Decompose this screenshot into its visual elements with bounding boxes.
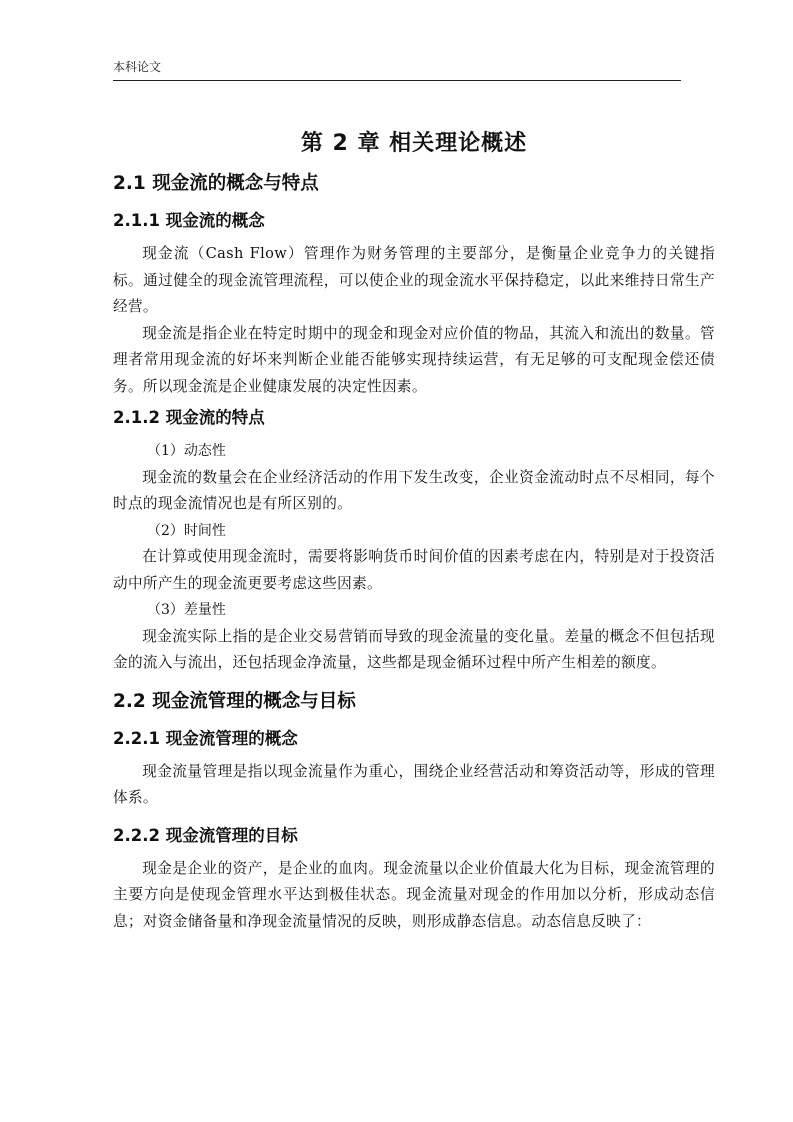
paragraph: 在计算或使用现金流时，需要将影响货币时间价值的因素考虑在内，特别是对于投资活动中所产生的现金流更要考虑这些因素。	[113, 548, 715, 592]
paragraph: 现金流的数量会在企业经济活动的作用下发生改变，企业资金流动时点不尽相同，每个时点的现金流情况也是有所区别的。	[113, 468, 715, 512]
list-item-label: （1）动态性	[147, 443, 226, 459]
running-header: 本科论文	[113, 60, 162, 74]
paragraph: 现金流实际上指的是企业交易营销而导致的现金流量的变化量。差量的概念不但包括现金的流入与流出，还包括现金净流量，这些都是现金循环过程中所产生相差的额度。	[113, 627, 715, 671]
paragraph: 现金是企业的资产，是企业的血肉。现金流量以企业价值最大化为目标，现金流管理的主要方向是使现金管理水平达到极佳状态。现金流量对现金的作用加以分析，形成动态信息；对资金储备量和净现金流量情况的反映，则形成静态信息。动态信息反映了：	[113, 859, 715, 930]
paragraph: 现金流量管理是指以现金流量作为重心，围绕企业经营活动和筹资活动等，形成的管理体系。	[113, 762, 715, 806]
page-content	[113, 126, 715, 935]
list-item-label: （3）差量性	[147, 602, 226, 618]
subsection-2-1-2-title: 2.1.2 现金流的特点	[113, 408, 265, 427]
paragraph: 现金流是指企业在特定时期中的现金和现金对应价值的物品，其流入和流出的数量。管理者常用现金流的好坏来判断企业能否能够实现持续运营，有无足够的可支配现金偿还债务。所以现金流是企业健康发展的决定性因素。	[113, 324, 715, 395]
section-2-2-title: 2.2 现金流管理的概念与目标	[113, 690, 356, 712]
subsection-2-1-1-title: 2.1.1 现金流的概念	[113, 211, 265, 230]
header-divider	[113, 80, 681, 81]
chapter-title: 第 2 章 相关理论概述	[300, 131, 528, 156]
list-item-label: （2）时间性	[147, 522, 226, 539]
subsection-2-2-1-title: 2.2.1 现金流管理的概念	[113, 728, 298, 748]
section-2-1-title: 2.1 现金流的概念与特点	[113, 173, 319, 194]
paragraph: 现金流（Cash Flow）管理作为财务管理的主要部分，是衡量企业竞争力的关键指标。通过健全的现金流管理流程，可以使企业的现金流水平保持稳定，以此来维持日常生产经营。	[113, 245, 715, 315]
subsection-2-2-2-title: 2.2.2 现金流管理的目标	[113, 825, 298, 845]
